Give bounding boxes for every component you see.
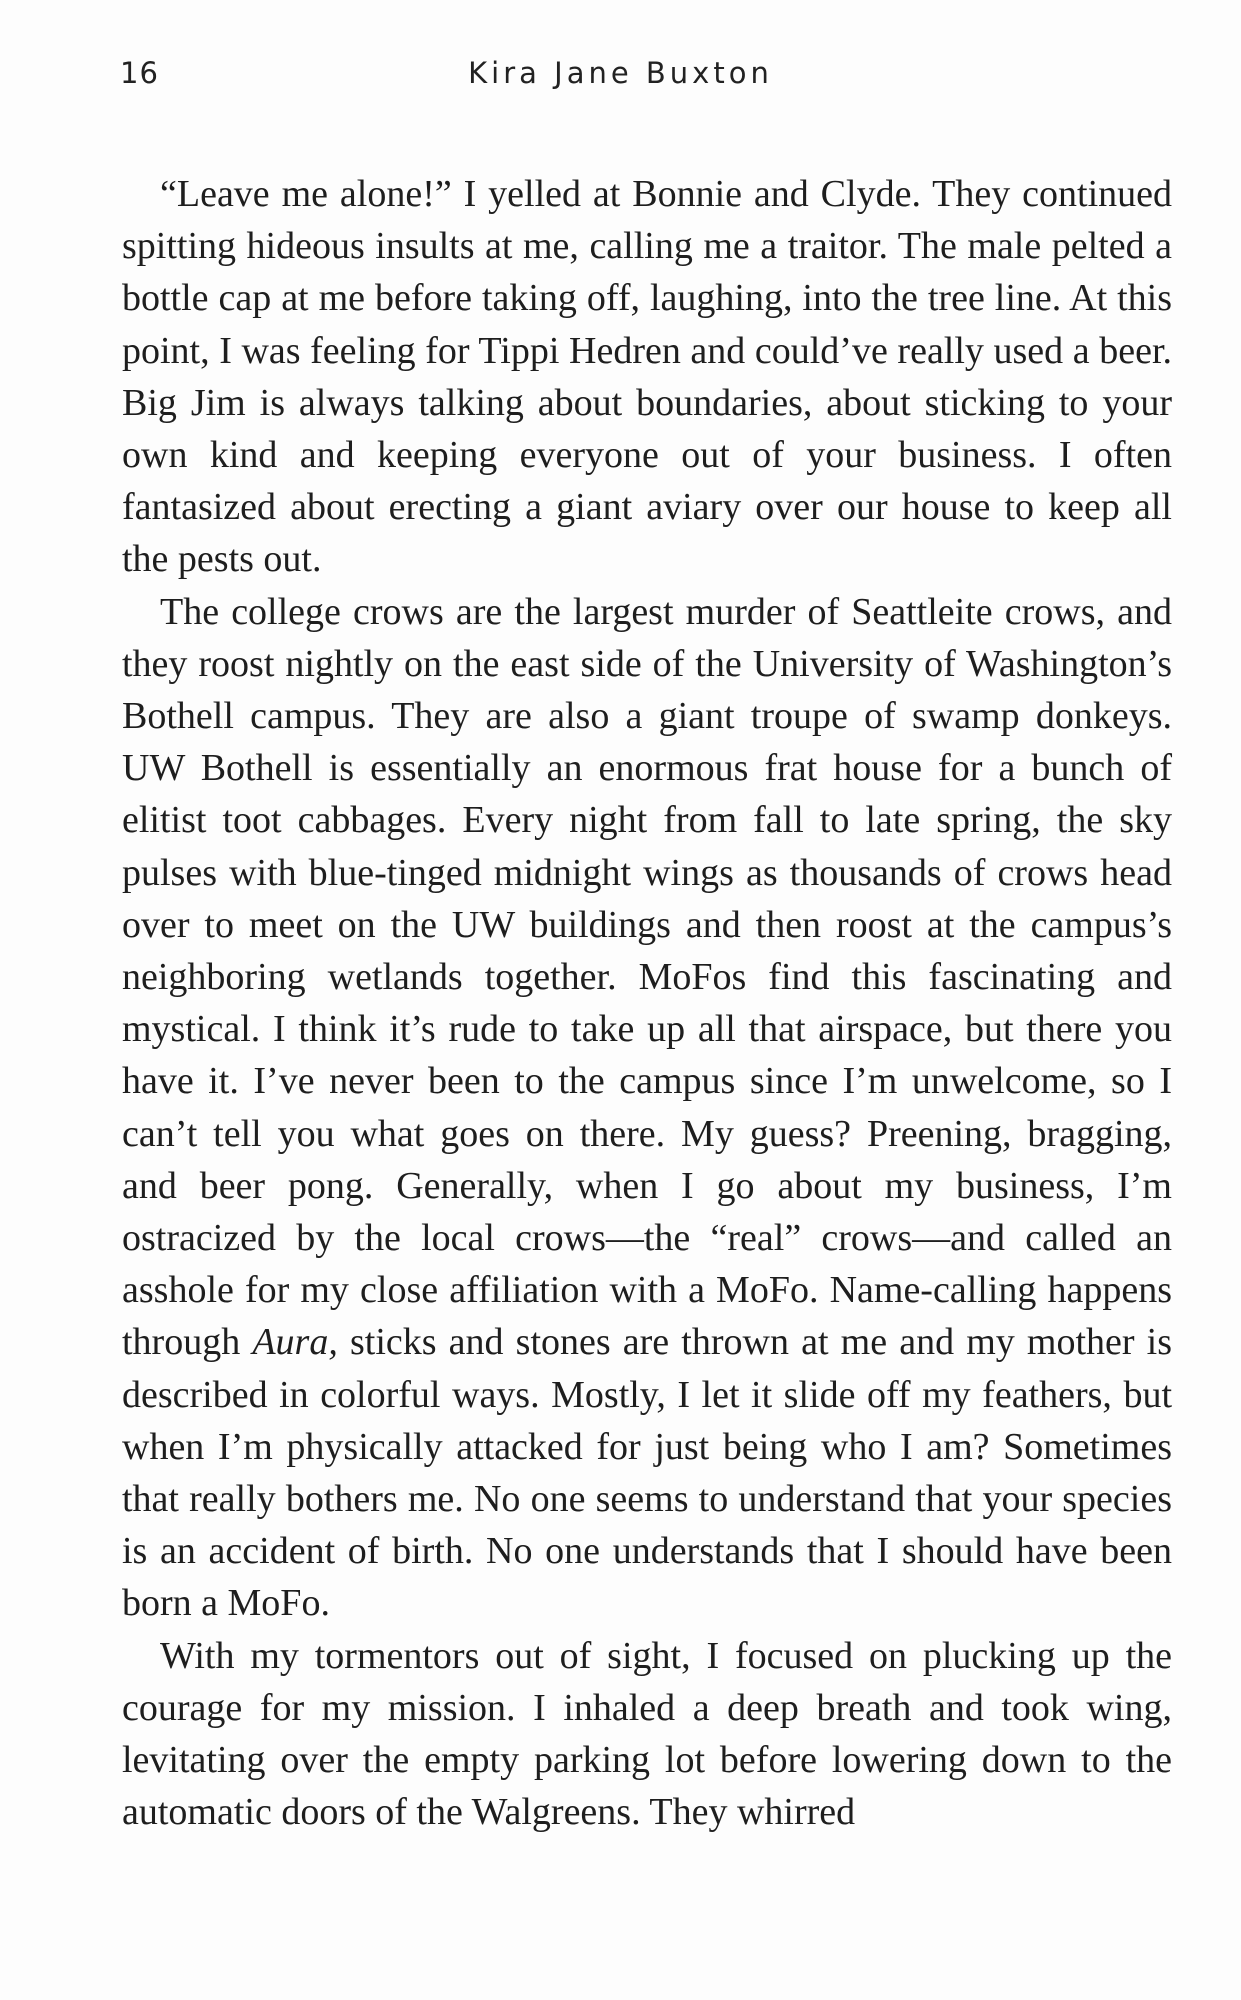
page-number: 16: [120, 56, 159, 90]
paragraph-1: “Leave me alone!” I yelled at Bonnie and Clyde. They continued spitting hideous insults at me, calling me a traitor. The male pelted a bottle cap at me before taking off, laughing, into the tree line. At this point, I was feeling for Tippi Hedren and could’ve really used a beer. Big Jim is always talking about boundaries, about sticking to your own kind and keeping everyone out of your business. I often fantasized about erecting a giant aviary over our house to keep all the pests out.: [122, 173, 1172, 581]
running-head-author: Kira Jane Buxton: [468, 56, 773, 90]
body-text: [122, 168, 1172, 1839]
paragraph-3: With my tormentors out of sight, I focused on plucking up the courage for my mission. I inhaled a deep breath and took wing, levitating over the empty parking lot before lowering down to the automatic doors of the Walgreens. They whirred: [122, 1634, 1172, 1834]
paragraph-2: [122, 586, 1172, 1630]
italic-aura: Aura,: [252, 1321, 338, 1364]
paragraph-2-part-2: sticks and stones are thrown at me and my mother is described in colorful ways. Mostly, I let it slide off my feathers, but when I’m physically attacked for just being who I am? Sometimes that really bothers me. No one seems to understand that your species is an accident of birth. No one understands that I should have been born a MoFo.: [122, 1321, 1172, 1625]
page-header: [120, 56, 1121, 106]
paragraph-2-part-1: The college crows are the largest murder of Seattleite crows, and they roost nightly on the east side of the University of Washington’s Bothell campus. They are also a giant troupe of swamp donkeys. UW Bothell is essentially an enormous frat house for a bunch of elitist toot cabbages. Every night from fall to late spring, the sky pulses with blue-tinged midnight wings as thousands of crows head over to meet on the UW buildings and then roost at the campus’s neighboring wetlands together. MoFos find this fascinating and mystical. I think it’s rude to take up all that airspace, but there you have it. I’ve never been to the campus since I’m unwelcome, so I can’t tell you what goes on there. My guess? Preening, bragging, and beer pong. Generally, when I go about my business, I’m ostracized by the local crows—the “real” crows—and called an asshole for my close affiliation with a MoFo. Name-calling happens through: [122, 590, 1172, 1364]
